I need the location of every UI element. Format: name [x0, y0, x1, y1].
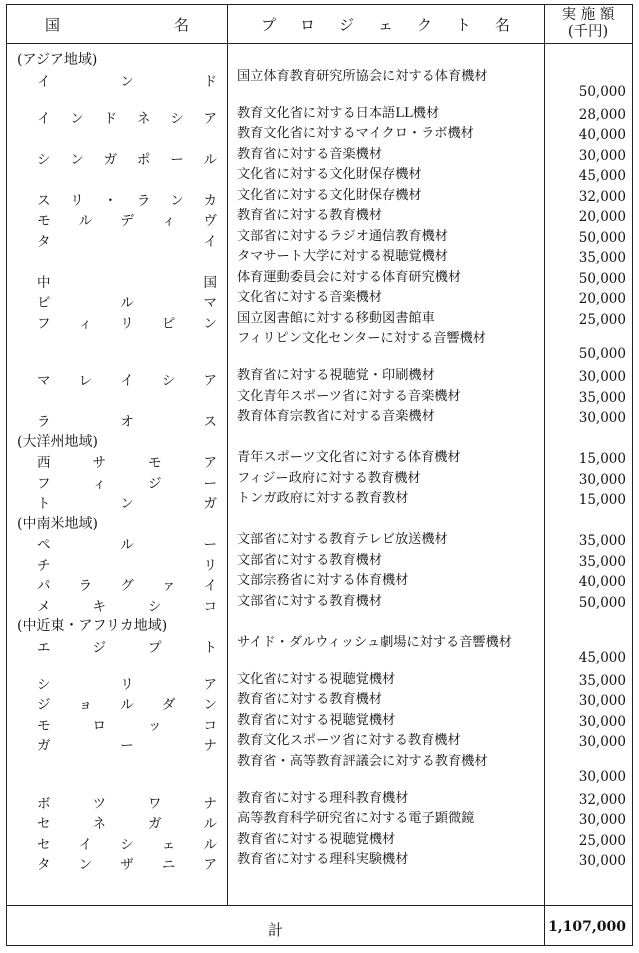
- amount-value: 30,000: [578, 147, 626, 164]
- project-name: 教育省に対する教育機材: [237, 692, 383, 707]
- amount-value: 30,000: [578, 853, 626, 869]
- header-rule: [7, 43, 632, 44]
- country-name: フ ィ リ ピ ン: [37, 315, 217, 332]
- project-name: 教育省・高等教育評議会に対する教育機材: [237, 753, 488, 769]
- project-name: 文化省に対する文化財保存機材: [237, 187, 422, 203]
- country-name: シ ン ガ ポ ー ル: [37, 151, 217, 168]
- project-name: 文部宗務省に対する体育機材: [237, 573, 409, 588]
- country-name: パ ラ グ ァ イ: [37, 578, 217, 594]
- amount-value: 20,000: [578, 291, 626, 307]
- grant-table: [6, 4, 633, 946]
- country-name: フ ィ ジ ー: [37, 475, 217, 492]
- amount-value: 15,000: [578, 451, 626, 467]
- country-name: タ ン ザ ニ ア: [37, 857, 217, 873]
- header-amount-unit: (千円): [567, 24, 609, 40]
- amount-value: 50,000: [578, 346, 626, 362]
- country-name: モ ロ ッ コ: [37, 717, 217, 734]
- amount-value: 30,000: [578, 713, 626, 730]
- amount-value: 50,000: [578, 594, 626, 611]
- project-name: 教育省に対する理科教育機材: [237, 790, 409, 806]
- project-name: フィリピン文化センターに対する音響機材: [237, 331, 486, 346]
- header-project-char: ェ: [377, 15, 393, 34]
- project-name: フィジー政府に対する教育機材: [237, 470, 421, 486]
- project-name: 青年スポーツ文化省に対する体育機材: [237, 450, 461, 465]
- project-name: 教育省に対する視聴覚・印刷機材: [237, 368, 435, 383]
- total-label: 計: [267, 921, 283, 939]
- amount-value: 15,000: [578, 492, 626, 508]
- amount-value: 30,000: [578, 768, 626, 785]
- header-project-char: ロ: [299, 15, 315, 34]
- region-label: (大洋州地域): [17, 433, 98, 450]
- project-name: 教育省に対する理科実験機材: [237, 852, 409, 867]
- project-name: 文部省に対するラジオ通信教育機材: [237, 228, 448, 244]
- region-label: (中近東・アフリカ地域): [17, 618, 168, 634]
- country-name: マ レ イ シ ア: [37, 373, 217, 389]
- amount-value: 35,000: [578, 672, 626, 689]
- project-name: 文化省に対する文化財保存機材: [237, 167, 422, 182]
- project-name: 文部省に対する教育機材: [237, 593, 383, 609]
- region-label: (中南米地域): [17, 515, 98, 532]
- amount-value: 50,000: [578, 229, 626, 246]
- amount-value: 30,000: [578, 410, 626, 426]
- header-country-char: 名: [173, 15, 189, 34]
- header-project: [227, 5, 544, 43]
- amount-value: 28,000: [578, 106, 626, 123]
- region-label: (アジア地域): [17, 52, 98, 68]
- project-name: 教育省に対する視聴覚機材: [237, 831, 396, 847]
- country-name: ス リ ・ ラ ン カ: [37, 192, 217, 209]
- project-name: 国立体育教育研究所協会に対する体育機材: [237, 68, 488, 84]
- amount-value: 32,000: [578, 791, 626, 808]
- amount-value: 25,000: [578, 311, 626, 328]
- amount-value: 50,000: [578, 270, 626, 287]
- country-name: ジ ョ ル ダ ン: [37, 697, 217, 713]
- header-amount-title: 実 施 額: [561, 7, 615, 23]
- header-country-char: 国: [45, 15, 61, 34]
- project-name: 教育省に対する音楽機材: [237, 146, 383, 162]
- amount-value: 45,000: [578, 168, 626, 184]
- amount-value: 35,000: [578, 389, 626, 406]
- project-name: タマサート大学に対する視聴覚機材: [237, 249, 448, 264]
- country-name: ト ン ガ: [37, 496, 217, 512]
- amount-value: 35,000: [578, 250, 626, 266]
- country-name: ラ オ ス: [37, 414, 217, 430]
- header-country: [7, 5, 227, 43]
- country-name: モ ル デ ィ ヴ: [37, 213, 217, 229]
- country-name: セ イ シ ェ ル: [37, 836, 217, 853]
- header-project-char: ジ: [338, 15, 354, 34]
- header-amount: [544, 5, 632, 43]
- header-project-char: ト: [455, 15, 471, 34]
- project-name: 教育省に対する教育機材: [237, 208, 383, 223]
- column-divider-amount: [544, 5, 545, 945]
- amount-value: 40,000: [578, 574, 626, 590]
- amount-value: 45,000: [578, 649, 626, 666]
- country-name: ボ ツ ワ ナ: [37, 795, 217, 812]
- project-name: 文部省に対する教育テレビ放送機材: [237, 532, 448, 547]
- amount-value: 30,000: [578, 734, 626, 750]
- project-name: 文部省に対する教育機材: [237, 552, 383, 568]
- amount-value: 30,000: [578, 812, 626, 828]
- country-name: ガ ー ナ: [37, 738, 217, 754]
- amount-value: 40,000: [578, 127, 626, 143]
- country-name: タ イ: [37, 233, 217, 250]
- country-name: シ リ ア: [37, 676, 217, 693]
- amount-value: 25,000: [578, 832, 626, 849]
- country-name: チ リ: [37, 557, 217, 574]
- country-name: セ ネ ガ ル: [37, 816, 217, 832]
- project-name: 教育文化省に対するマイクロ・ラボ機材: [237, 126, 474, 141]
- total-amount: 1,107,000: [548, 919, 626, 935]
- country-name: 西 サ モ ア: [37, 455, 217, 471]
- amount-value: 30,000: [578, 369, 626, 385]
- country-name: メ キ シ コ: [37, 598, 217, 615]
- country-name: イ ン ド: [37, 73, 217, 90]
- project-name: 文化省に対する音楽機材: [237, 290, 383, 305]
- project-name: サイド・ダルウィッシュ劇場に対する音響機材: [237, 634, 512, 650]
- total-rule: [7, 905, 632, 906]
- amount-value: 35,000: [578, 533, 626, 549]
- country-name: エ ジ プ ト: [37, 639, 217, 656]
- project-name: 教育省に対する視聴覚機材: [237, 712, 396, 728]
- column-divider-country: [227, 5, 228, 905]
- project-name: 文化青年スポーツ省に対する音楽機材: [237, 388, 461, 404]
- country-name: 中 国: [37, 274, 217, 291]
- header-project-char: ク: [416, 15, 432, 34]
- country-name: ビ ル マ: [37, 295, 217, 311]
- project-name: 教育体育宗教省に対する音楽機材: [237, 409, 435, 424]
- country-name: ペ ル ー: [37, 537, 217, 553]
- project-name: 教育文化省に対する日本語LL機材: [237, 105, 440, 121]
- amount-value: 32,000: [578, 188, 626, 205]
- project-name: 国立図書館に対する移動図書館車: [237, 310, 435, 326]
- project-name: 体育運動委員会に対する体育研究機材: [237, 269, 462, 285]
- country-name: イ ン ド ネ シ ア: [37, 110, 217, 127]
- project-name: 高等教育科学研究省に対する電子顕微鏡: [237, 811, 475, 826]
- project-name: 教育文化スポーツ省に対する教育機材: [237, 733, 461, 748]
- header-project-char: プ: [261, 15, 277, 34]
- header-project-char: 名: [494, 15, 510, 34]
- project-name: トンガ政府に対する教育教材: [237, 491, 409, 506]
- amount-value: 30,000: [578, 471, 626, 488]
- project-name: 文化省に対する視聴覚機材: [237, 671, 396, 687]
- amount-value: 30,000: [578, 693, 626, 709]
- amount-value: 50,000: [578, 83, 626, 100]
- amount-value: 20,000: [578, 209, 626, 225]
- amount-value: 35,000: [578, 553, 626, 570]
